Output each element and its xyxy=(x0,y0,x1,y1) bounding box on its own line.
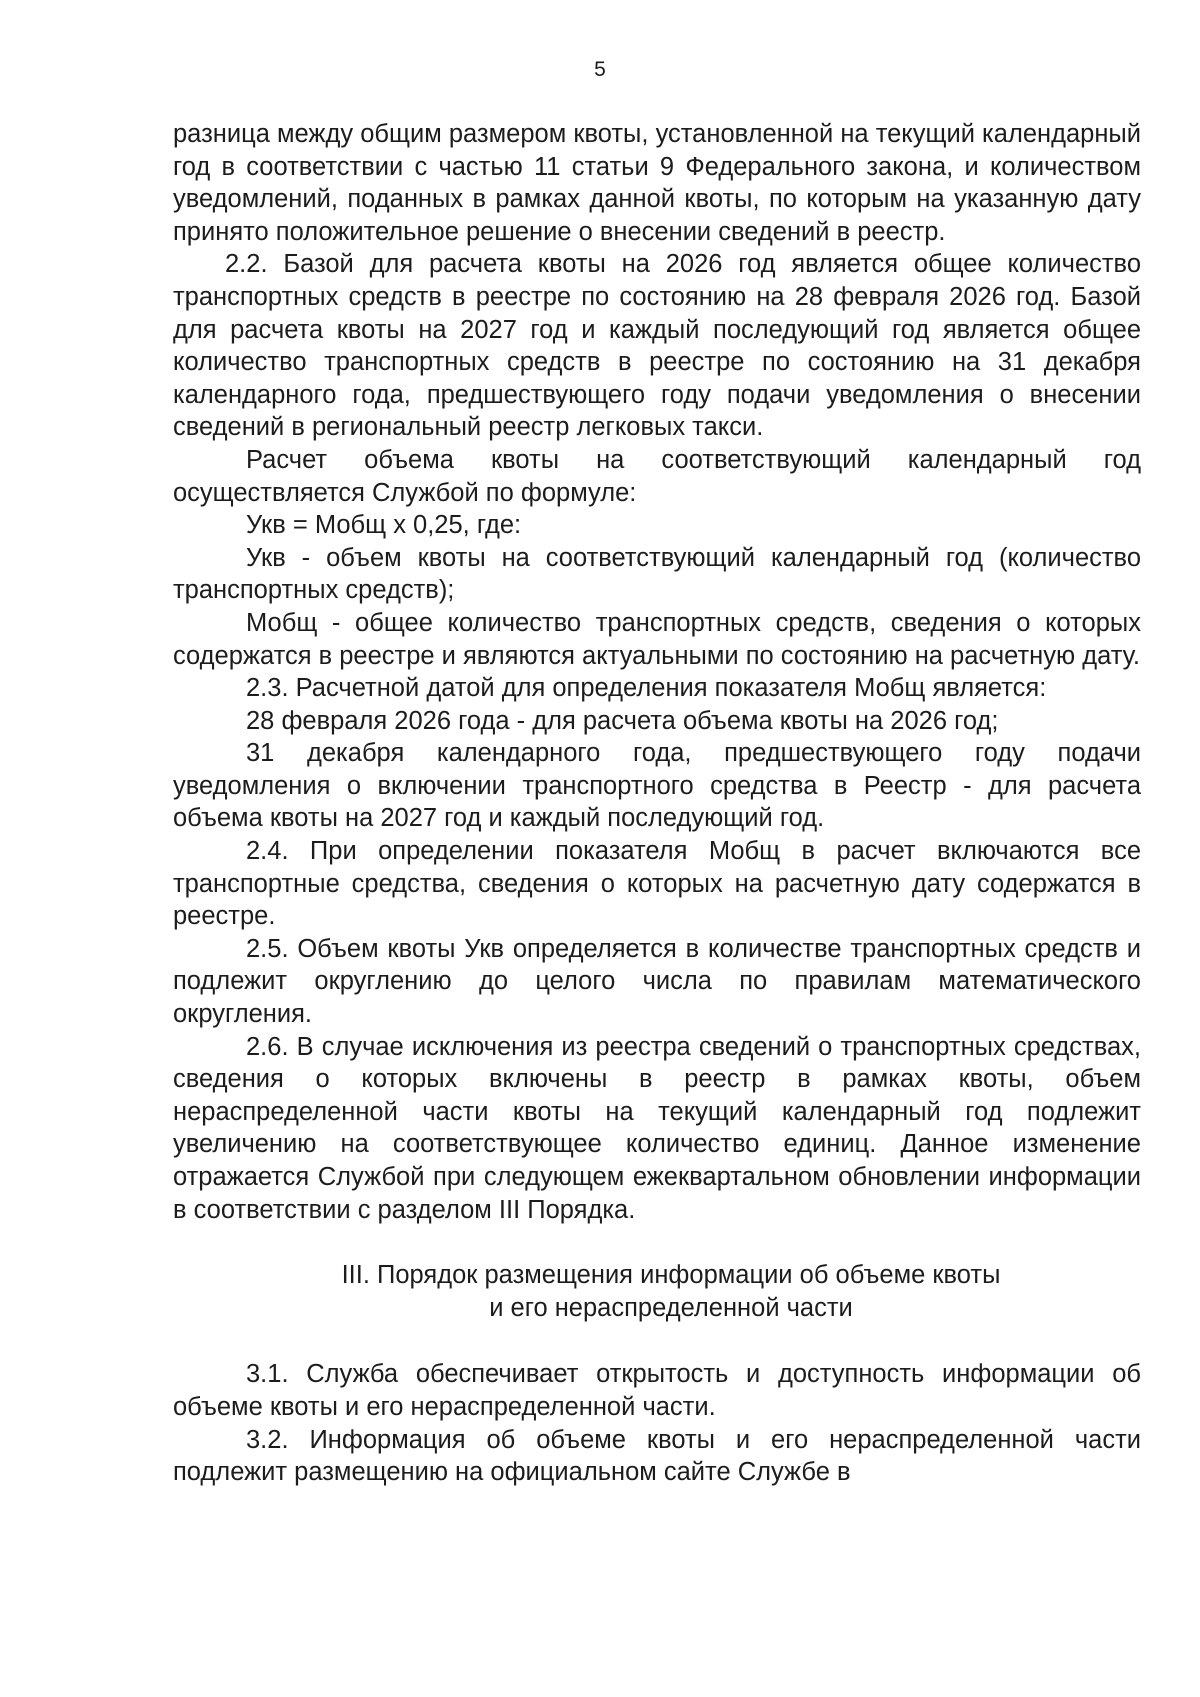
paragraph-calculation-intro: Расчет объема квоты на соответствующий календарный год осуществляется Службой по формуле: xyxy=(173,445,1141,507)
paragraph-2-6: 2.6. В случае исключения из реестра сведений о транспортных средствах, сведения о которых включены в реестр в рамках квоты, объем нераспределенной части квоты на текущий календарный год подлежит увеличению на соответствующее количество единиц. Данное изменение отражается Службой при следующем ежеквартальном обновлении информации в соответствии с разделом III Порядка. xyxy=(173,1032,1141,1224)
paragraph-2-3-date-2026: 28 февраля 2026 года - для расчета объема квоты на 2026 год; xyxy=(246,706,999,735)
paragraph-quota-difference: разница между общим размером квоты, установленной на текущий календарный год в соответствии с частью 11 статьи 9 Федерального закона, и количеством уведомлений, поданных в рамках данной квоты, по которым на указанную дату принято положительное решение о внесении сведений в реестр. xyxy=(173,120,1141,246)
paragraph-formula: Укв = Мобщ х 0,25, где: xyxy=(246,511,522,540)
paragraph-2-3: 2.3. Расчетной датой для определения показателя Мобщ является: xyxy=(246,674,1047,703)
paragraph-2-5: 2.5. Объем квоты Укв определяется в количестве транспортных средств и подлежит округлению до целого числа по правилам математического округления. xyxy=(173,934,1141,1029)
document-body xyxy=(173,118,1141,1489)
paragraph-2-2: 2.2. Базой для расчета квоты на 2026 год является общее количество транспортных средств в реестре по состоянию на 28 февраля 2026 год. Базой для расчета квоты на 2027 год и каждый последующий год является общее количество транспортных средств в реестре по состоянию на 31 декабря календарного года, предшествующего году подачи уведомления о внесении сведений в региональный реестр легковых такси. xyxy=(173,250,1141,442)
paragraph-2-3-date-2027: 31 декабря календарного года, предшествующего году подачи уведомления о включении транспортного средства в Реестр - для расчета объема квоты на 2027 год и каждый последующий год. xyxy=(173,739,1141,833)
paragraph-3-2: 3.2. Информация об объеме квоты и его нераспределенной части подлежит размещению на официальном сайте Службе в xyxy=(173,1425,1141,1487)
page-number: 5 xyxy=(594,58,606,81)
paragraph-mobsch-definition: Мобщ - общее количество транспортных средств, сведения о которых содержатся в реестре и являются актуальными по состоянию на расчетную дату. xyxy=(173,608,1141,670)
paragraph-2-4: 2.4. При определении показателя Мобщ в расчет включаются все транспортные средства, сведения о которых на расчетную дату содержатся в реестре. xyxy=(173,837,1141,931)
paragraph-3-1: 3.1. Служба обеспечивает открытость и доступность информации об объеме квоты и его нераспределенной части. xyxy=(173,1360,1141,1421)
section-3-heading xyxy=(173,1259,1141,1324)
paragraph-ukv-definition: Укв - объем квоты на соответствующий календарный год (количество транспортных средств); xyxy=(173,543,1141,605)
section-3-heading-line1: III. Порядок размещения информации об объеме квоты xyxy=(341,1261,1001,1290)
section-3-heading-line2: и его нераспределенной части xyxy=(489,1293,853,1322)
